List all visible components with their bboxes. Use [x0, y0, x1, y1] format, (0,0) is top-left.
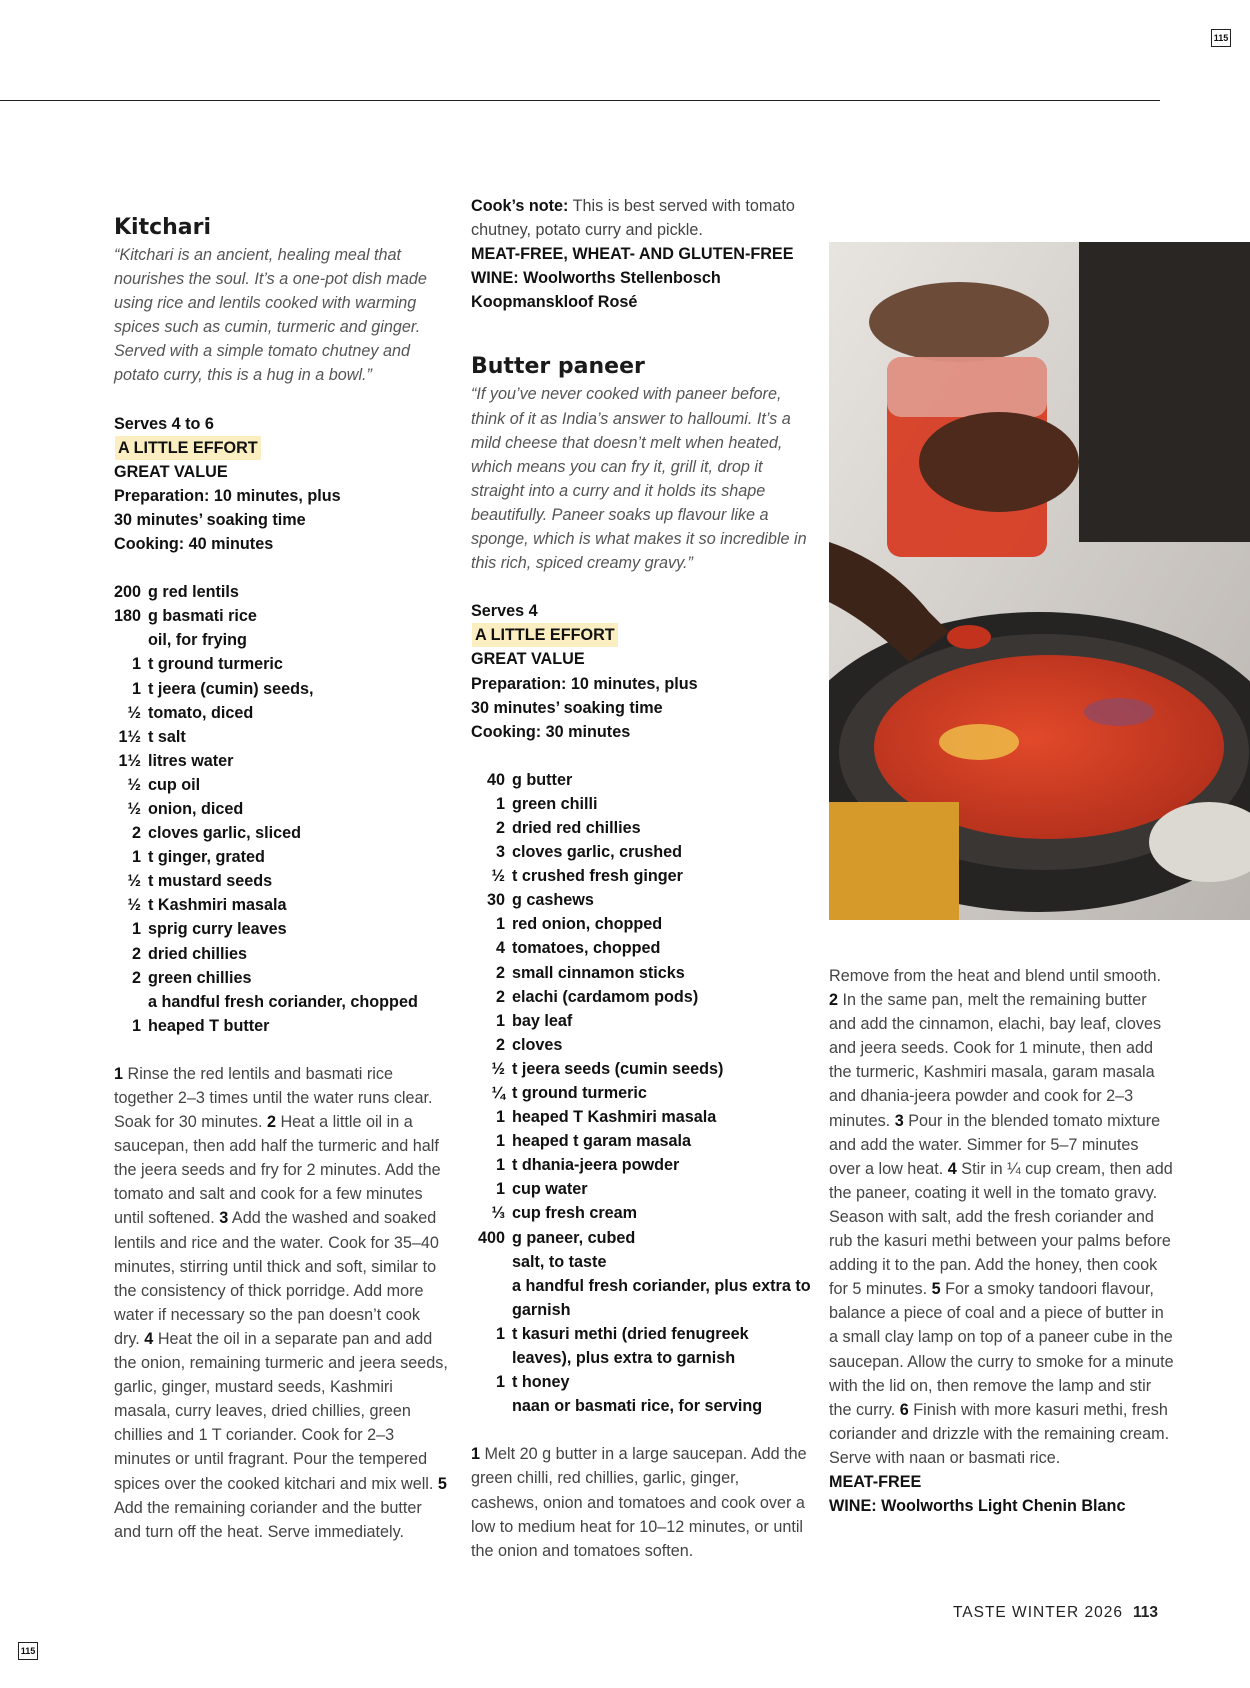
step-text: For a smoky tandoori flavour, balance a piece of coal and a piece of butter in a small clay lamp on top of a paneer cube in the saucepan. Allow the curry to smoke for a minute with the lid on, then remove the lamp and stir the curry. [829, 1280, 1174, 1419]
butter-paneer-cooking: Cooking: 30 minutes [471, 722, 631, 741]
kitchari-ingredient-list [114, 580, 449, 1038]
ingredient-quantity [114, 990, 148, 1014]
ingredient-quantity: ½ [127, 799, 141, 818]
ingredient-text: a handful fresh coriander, plus extra to garnish [512, 1276, 811, 1319]
kitchari-prep-2: 30 minutes’ soaking time [114, 510, 306, 529]
ingredient-text: tomato, diced [148, 703, 254, 722]
ingredient-text: cloves [512, 1035, 563, 1054]
ingredient-quantity [471, 1274, 512, 1322]
ingredient-quantity: ½ [491, 1059, 505, 1078]
ingredient-text: salt, to taste [512, 1252, 607, 1271]
butter-paneer-intro: “If you’ve never cooked with paneer before, think of it as India’s answer to halloumi. It’s a mild cheese that doesn’t melt when heated, which means you can fry it, grill it, drop it straight into a curry and it holds its shape beautifully. Paneer soaks up flavour like a sponge, which is what makes it so incredible in this rich, spiced creamy gravy.” [471, 385, 807, 573]
header-rule [0, 100, 1160, 101]
step-number: 4 [947, 1159, 957, 1178]
ingredient-row [471, 1394, 811, 1418]
ingredient-text: green chillies [148, 968, 252, 987]
ingredient-quantity: 1 [495, 1156, 505, 1175]
kitchari-wine: WINE: Woolworths Stellenbosch Koopmanskloof Rosé [471, 269, 721, 312]
ingredient-row [114, 701, 449, 725]
ingredient-row [471, 792, 811, 816]
ingredient-row [471, 1201, 811, 1225]
step-number: 2 [829, 991, 839, 1010]
butter-paneer-method-start: 1 Melt 20 g butter in a large saucepan. Add the green chilli, red chillies, garlic, ginger, cashews, onion and tomatoes and cook over a low to medium heat for 10–12 minutes, or until the onion and tomatoes soften. [471, 1445, 807, 1560]
ingredient-text: t ground turmeric [512, 1084, 647, 1102]
ingredient-quantity: 4 [495, 939, 505, 958]
ingredient-quantity: 1 [495, 1011, 505, 1030]
ingredient-quantity: ½ [127, 872, 141, 891]
butter-paneer-method [829, 964, 1174, 1470]
ingredient-row [114, 966, 449, 990]
ingredient-text: red onion, chopped [512, 915, 663, 934]
ingredient-text: t jeera seeds (cumin seeds) [512, 1059, 724, 1078]
step-number: 3 [219, 1209, 229, 1228]
ingredient-text: t ground turmeric [148, 655, 283, 674]
ingredient-row [114, 942, 449, 966]
step-number: 1 [114, 1064, 124, 1083]
ingredient-row [471, 1153, 811, 1177]
ingredient-text: dried chillies [148, 944, 247, 963]
ingredient-text: cloves garlic, sliced [148, 824, 301, 843]
ingredient-quantity: 2 [495, 963, 505, 982]
ingredient-text: g butter [512, 770, 573, 789]
step-1-continued: Remove from the heat and blend until smooth. [829, 967, 1162, 985]
ingredient-quantity: 1 [495, 1324, 505, 1343]
ingredient-row [471, 1009, 811, 1033]
ingredient-text: t mustard seeds [148, 872, 273, 891]
step-text: Finish with more kasuri methi, fresh coriander and drizzle with the remaining cream. Serve with naan or basmati rice. [829, 1400, 1170, 1467]
ingredient-quantity: 180 [114, 607, 142, 626]
ingredient-row [114, 725, 449, 749]
ingredient-text: naan or basmati rice, for serving [512, 1397, 763, 1416]
butter-paneer-value: GREAT VALUE [471, 650, 585, 669]
ingredient-quantity [471, 1250, 512, 1274]
ingredient-row [471, 1322, 811, 1370]
ingredient-quantity: 1 [131, 1016, 141, 1035]
ingredient-row [471, 1057, 811, 1081]
ingredient-quantity: 40 [486, 770, 505, 789]
step-text: Rinse the red lentils and basmati rice together 2–3 times until the water runs clear. Soak for 30 minutes. [114, 1064, 433, 1132]
ingredient-row [114, 821, 449, 845]
ingredient-text: cup oil [148, 775, 201, 794]
ingredient-text: oil, for frying [148, 631, 247, 650]
kitchari-value: GREAT VALUE [114, 462, 228, 481]
ingredient-row [471, 961, 811, 985]
step-text: Add the remaining coriander and the butter and turn off the heat. Serve immediately. [114, 1498, 422, 1541]
ingredient-text: t Kashmiri masala [148, 896, 287, 915]
ingredient-text: cup fresh cream [512, 1204, 638, 1223]
ingredient-row [114, 677, 449, 701]
step-number: 5 [931, 1280, 941, 1299]
step-text: Heat a little oil in a saucepan, then add half the turmeric and half the jeera seeds and fry for 2 minutes. Add the tomato and salt and cook for a few minutes until softened. [114, 1113, 441, 1228]
ingredient-text: small cinnamon sticks [512, 963, 685, 982]
ingredient-row [471, 864, 811, 888]
ingredient-text: heaped T butter [148, 1016, 270, 1035]
ingredient-quantity: 2 [131, 824, 141, 843]
ingredient-row [471, 1177, 811, 1201]
step-number: 6 [899, 1400, 909, 1419]
ingredient-row [114, 749, 449, 773]
butter-paneer-wine: WINE: Woolworths Light Chenin Blanc [829, 1497, 1126, 1516]
kitchari-cooking: Cooking: 40 minutes [114, 535, 274, 554]
ingredient-text: g paneer, cubed [512, 1228, 636, 1247]
ingredient-quantity [114, 628, 148, 652]
step-number: 5 [437, 1474, 447, 1493]
butter-paneer-dietary: MEAT-FREE [829, 1472, 922, 1491]
page-marker-bottom: 115 [18, 1642, 38, 1660]
ingredient-quantity: 1 [495, 794, 505, 813]
ingredient-row [114, 917, 449, 941]
cooks-note-label: Cook’s note: [471, 197, 569, 215]
cooks-note-text: This is best served with tomato chutney, potato curry and pickle. [471, 197, 795, 240]
kitchari-method [114, 1062, 449, 1544]
ingredient-quantity: 3 [495, 843, 505, 862]
ingredient-text: litres water [148, 751, 234, 770]
page-number: 113 [1132, 1604, 1158, 1621]
ingredient-quantity: 2 [495, 987, 505, 1006]
ingredient-text: t kasuri methi (dried fenugreek leaves), plus extra to garnish [512, 1324, 749, 1368]
ingredient-text: a handful fresh coriander, chopped [148, 992, 418, 1011]
ingredient-quantity: 400 [477, 1228, 505, 1247]
kitchari-dietary: MEAT-FREE, WHEAT- AND GLUTEN-FREE [471, 245, 794, 264]
spice-pan-photo-illustration [829, 242, 1250, 920]
ingredient-quantity: 30 [486, 891, 505, 910]
ingredient-row [114, 652, 449, 676]
ingredient-quantity: 1 [495, 1373, 505, 1392]
ingredient-row [471, 1250, 811, 1274]
ingredient-row [114, 773, 449, 797]
ingredient-row [471, 1033, 811, 1057]
ingredient-row [471, 840, 811, 864]
ingredient-row [471, 1105, 811, 1129]
ingredient-text: t ginger, grated [148, 848, 265, 867]
step-number: 4 [144, 1329, 154, 1348]
step-number: 2 [266, 1113, 276, 1132]
ingredient-row [114, 797, 449, 821]
page-marker-top: 115 [1211, 29, 1231, 47]
ingredient-row [471, 1226, 811, 1250]
step-text: Add the washed and soaked lentils and rice and the water. Cook for 35–40 minutes, stirring until thick and soft, similar to the consistency of thick porridge. Add more water if necessary so the pan doesn’t cook dry. [114, 1209, 439, 1348]
ingredient-quantity: 2 [131, 944, 141, 963]
butter-paneer-method-continued [829, 964, 1174, 1518]
ingredient-quantity: 1½ [118, 751, 141, 770]
ingredient-text: elachi (cardamom pods) [512, 987, 699, 1006]
ingredient-row [471, 1081, 811, 1105]
ingredient-row [114, 845, 449, 869]
ingredient-quantity: ½ [491, 867, 505, 886]
ingredient-row [471, 912, 811, 936]
ingredient-text: heaped t garam masala [512, 1132, 692, 1151]
ingredient-row [471, 888, 811, 912]
ingredient-quantity: ⅓ [491, 1204, 505, 1223]
butter-paneer-serves: Serves 4 [471, 602, 538, 621]
butter-paneer-prep-1: Preparation: 10 minutes, plus [471, 674, 698, 693]
ingredient-row [114, 869, 449, 893]
page-footer [953, 1604, 1158, 1622]
ingredient-row [471, 1274, 811, 1322]
ingredient-quantity: 1½ [118, 727, 141, 746]
ingredient-text: tomatoes, chopped [512, 939, 661, 958]
ingredient-text: t salt [148, 727, 186, 746]
ingredient-text: heaped T Kashmiri masala [512, 1108, 717, 1127]
ingredient-quantity: 1 [495, 1132, 505, 1151]
ingredient-text: bay leaf [512, 1011, 573, 1030]
ingredient-text: sprig curry leaves [148, 920, 287, 939]
ingredient-quantity: ¼ [491, 1084, 505, 1102]
kitchari-title: Kitchari [114, 215, 212, 240]
ingredient-quantity: 2 [495, 818, 505, 837]
ingredient-row [471, 1129, 811, 1153]
ingredient-quantity: 1 [131, 920, 141, 939]
ingredient-quantity: 1 [495, 915, 505, 934]
ingredient-row [114, 1014, 449, 1038]
ingredient-row [471, 985, 811, 1009]
ingredient-text: t crushed fresh ginger [512, 867, 683, 886]
kitchari-intro: “Kitchari is an ancient, healing meal that nourishes the soul. It’s a one-pot dish made using rice and lentils cooked with warming spices such as cumin, turmeric and ginger. Served with a simple tomato chutney and potato curry, this is a hug in a bowl.” [114, 246, 427, 385]
kitchari-serves: Serves 4 to 6 [114, 414, 214, 433]
ingredient-row [471, 768, 811, 792]
ingredient-quantity: 1 [131, 848, 141, 867]
step-text: Pour in the blended tomato mixture and add the water. Simmer for 5–7 minutes over a low heat. [829, 1111, 1161, 1178]
kitchari-prep-1: Preparation: 10 minutes, plus [114, 486, 341, 505]
ingredient-row [471, 1370, 811, 1394]
ingredient-quantity: ½ [127, 896, 141, 915]
ingredient-text: dried red chillies [512, 818, 641, 837]
ingredient-row [471, 816, 811, 840]
ingredient-row [114, 580, 449, 604]
ingredient-quantity: ½ [127, 703, 141, 722]
ingredient-quantity: 200 [114, 583, 142, 602]
ingredient-quantity: ½ [127, 775, 141, 794]
ingredient-row [114, 893, 449, 917]
butter-paneer-column [471, 194, 811, 1563]
ingredient-quantity: 1 [495, 1180, 505, 1199]
step-number: 3 [894, 1111, 904, 1130]
recipe-photo [829, 242, 1250, 920]
ingredient-text: cloves garlic, crushed [512, 843, 683, 862]
kitchari-effort-badge: A LITTLE EFFORT [115, 436, 261, 460]
kitchari-column [114, 213, 449, 1544]
step-text: Stir in ¼ cup cream, then add the paneer, coating it well in the tomato gravy. Season with salt, add the fresh coriander and rub the kasuri methi between your palms before adding it to the pan. Add the honey, then cook for 5 minutes. [829, 1159, 1173, 1299]
butter-paneer-prep-2: 30 minutes’ soaking time [471, 698, 663, 717]
ingredient-text: g red lentils [148, 583, 239, 602]
ingredient-text: t honey [512, 1373, 570, 1392]
ingredient-quantity: 2 [131, 968, 141, 987]
ingredient-quantity: 1 [495, 1108, 505, 1127]
step-text: Heat the oil in a separate pan and add the onion, remaining turmeric and jeera seeds, garlic, ginger, mustard seeds, Kashmiri masala, curry leaves, dried chillies, green chillies and 1 T coriander. Cook for 2–3 minutes or until fragrant. Pour the tempered spices over the cooked kitchari and mix well. [114, 1329, 448, 1493]
butter-paneer-title: Butter paneer [471, 354, 645, 380]
step-text: In the same pan, melt the remaining butter and add the cinnamon, elachi, bay leaf, cloves and jeera seeds. Cook for 1 minute, then add the turmeric, Kashmiri masala, garam masala and dhania-jeera powder and cook for 2–3 minutes. [829, 991, 1162, 1130]
ingredient-text: g basmati rice [148, 607, 257, 626]
ingredient-row [114, 604, 449, 628]
butter-paneer-ingredient-list [471, 768, 811, 1419]
ingredient-row [114, 628, 449, 652]
ingredient-row [471, 936, 811, 960]
ingredient-quantity: 2 [495, 1035, 505, 1054]
ingredient-text: g cashews [512, 891, 594, 910]
ingredient-quantity: 1 [131, 655, 141, 674]
ingredient-text: onion, diced [148, 799, 244, 818]
magazine-issue: TASTE WINTER 2026 [952, 1604, 1123, 1621]
ingredient-text: green chilli [512, 794, 598, 813]
ingredient-quantity [471, 1394, 512, 1418]
ingredient-quantity: 1 [131, 679, 141, 698]
ingredient-text: t jeera (cumin) seeds, [148, 679, 314, 698]
ingredient-row [114, 990, 449, 1014]
butter-paneer-effort-badge: A LITTLE EFFORT [472, 623, 618, 647]
ingredient-text: t dhania-jeera powder [512, 1156, 680, 1175]
ingredient-text: cup water [512, 1180, 588, 1199]
